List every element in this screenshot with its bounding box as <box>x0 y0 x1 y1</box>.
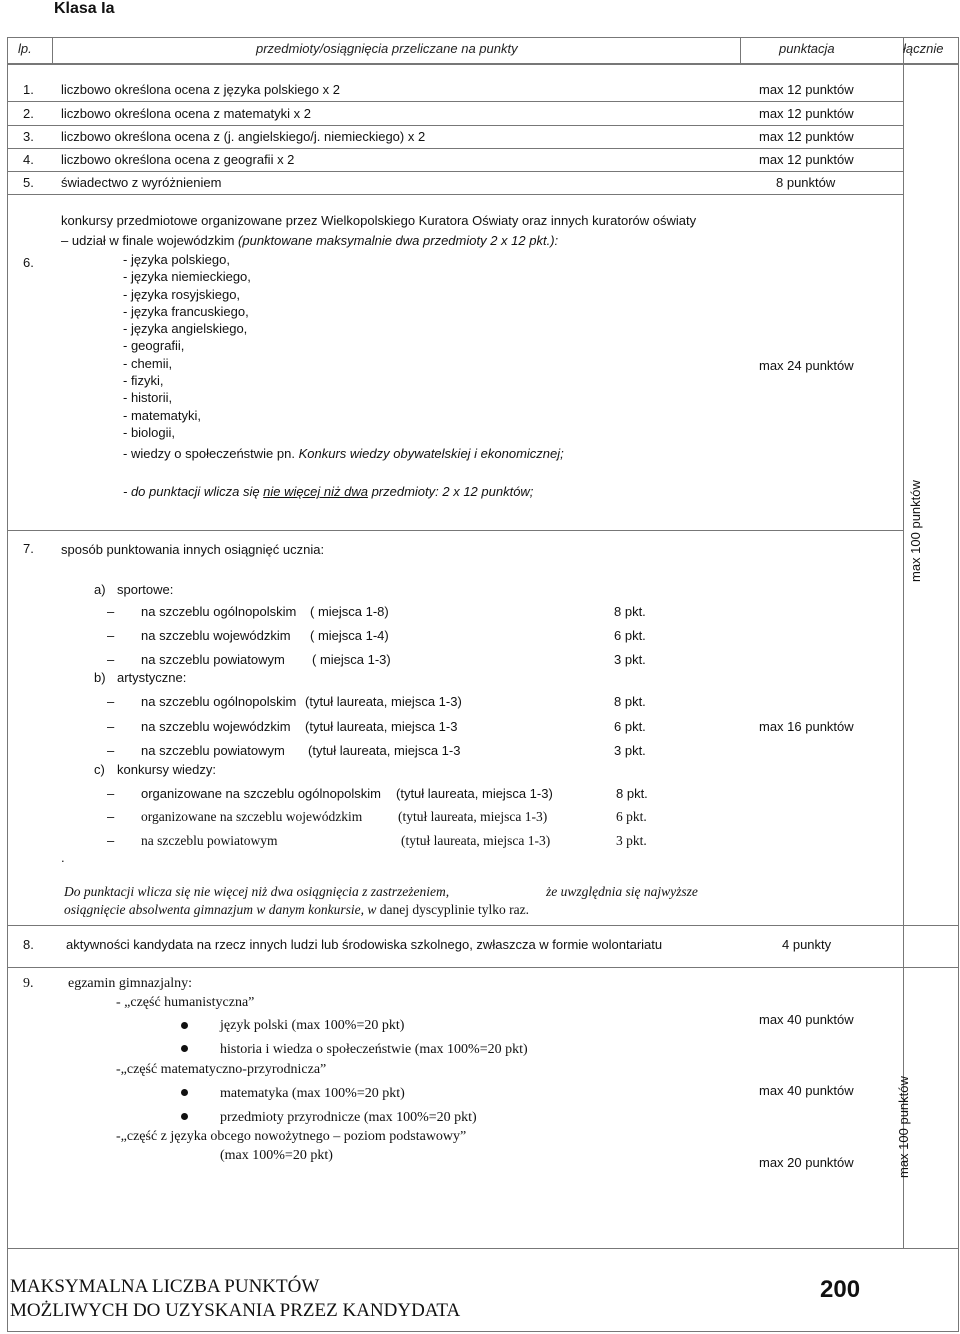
row7-c2-pts: 6 pkt. <box>616 809 647 824</box>
bullet-icon <box>181 1089 188 1096</box>
footer-max-value: 200 <box>820 1276 861 1303</box>
bullet-icon <box>181 1113 188 1120</box>
row7-c3-level: na szczeblu powiatowym <box>141 833 278 848</box>
table-row-2-text: liczbowo określona ocena z matematyki x 2 <box>61 106 312 121</box>
row7-a1-pts: 8 pkt. <box>614 604 646 619</box>
header-subjects: przedmioty/osiągnięcia przeliczane na punkty <box>256 41 518 56</box>
row9-title: egzamin gimnazjalny: <box>68 976 193 991</box>
row7-c3-pts: 3 pkt. <box>616 833 647 848</box>
list-item: - języka niemieckiego, <box>123 269 251 285</box>
dash: – <box>107 743 115 758</box>
table-row-3-num: 3. <box>23 129 34 144</box>
row9-p1-points: max 40 punktów <box>759 1012 854 1027</box>
row7-b-label: b) <box>94 670 106 685</box>
table-row-4-num: 4. <box>23 152 34 167</box>
row-line <box>7 530 903 531</box>
row9-part3b: (max 100%=20 pkt) <box>220 1148 333 1163</box>
row7-b-title: artystyczne: <box>117 670 187 685</box>
row6-note-c: przedmioty: 2 x 12 punktów; <box>367 484 534 499</box>
row8-text: aktywności kandydata na rzecz innych ludzi lub środowiska szkolnego, zwłaszcza w formie wolontariatu <box>66 937 663 952</box>
dash: – <box>107 719 115 734</box>
total-rows-1-7: max 100 punktów <box>908 480 923 582</box>
row7-c2-level: organizowane na szczeblu wojewódzkim <box>141 809 363 824</box>
list-item: - historii, <box>123 390 173 406</box>
row-line <box>7 925 959 926</box>
row6-subject-list <box>123 251 443 441</box>
row7-b3-level: na szczeblu powiatowym <box>141 743 285 758</box>
dash: – <box>107 786 115 801</box>
row6-line2-a: – udział w finale wojewódzkim <box>61 233 239 248</box>
dash: – <box>107 628 115 643</box>
row7-dot: . <box>61 850 65 865</box>
row6-line2-b: (punktowane maksymalnie dwa przedmioty 2 x 12 pkt. <box>238 233 551 248</box>
row7-intro: sposób punktowania innych osiągnięć ucznia: <box>61 542 325 557</box>
row-line <box>7 171 903 172</box>
row7-c1-pts: 8 pkt. <box>616 786 648 801</box>
table-row-1-points: max 12 punktów <box>759 82 854 97</box>
row-line <box>7 125 903 126</box>
row7-c1-place: (tytuł laureata, miejsca 1-3) <box>396 786 553 801</box>
list-item: - fizyki, <box>123 373 164 389</box>
row9-p2-points: max 40 punktów <box>759 1083 854 1098</box>
table-row-2-points: max 12 punktów <box>759 106 854 121</box>
row6-points: max 24 punktów <box>759 358 854 373</box>
row6-last-b: Konkurs wiedzy obywatelskiej i ekonomicznej; <box>298 446 564 461</box>
table-row-7-num: 7. <box>23 541 34 556</box>
table-row-5-points: 8 punktów <box>776 175 836 190</box>
bullet-icon <box>181 1022 188 1029</box>
row7-a-label: a) <box>94 582 106 597</box>
row-line <box>7 148 903 149</box>
col-line <box>740 37 741 65</box>
table-border-left <box>7 37 8 1332</box>
row7-b2-place: (tytuł laureata, miejsca 1-3 <box>305 719 458 734</box>
row7-b1-pts: 8 pkt. <box>614 694 646 709</box>
table-border-bottom <box>7 1331 959 1332</box>
table-row-1-num: 1. <box>23 82 34 97</box>
table-row-8-num: 8. <box>23 937 34 952</box>
list-item: - języka rosyjskiego, <box>123 286 241 302</box>
row9-part1: - „część humanistyczna” <box>116 995 255 1010</box>
col-line <box>903 37 904 1248</box>
dash: – <box>107 694 115 709</box>
row9-p1-item1: język polski (max 100%=20 pkt) <box>220 1018 405 1033</box>
row9-p2-item2: przedmioty przyrodnicze (max 100%=20 pkt) <box>220 1110 477 1125</box>
row7-c3-place: (tytuł laureata, miejsca 1-3) <box>401 833 551 848</box>
list-item: - chemii, <box>123 355 173 371</box>
dash: – <box>107 833 115 848</box>
row7-c1-level: organizowane na szczeblu ogólnopolskim <box>141 786 381 801</box>
row-line <box>7 1248 959 1249</box>
row9-part2: -„część matematyczno-przyrodnicza” <box>116 1062 327 1077</box>
table-row-1-text: liczbowo określona ocena z języka polskiego x 2 <box>61 82 340 97</box>
row7-a-title: sportowe: <box>117 582 174 597</box>
list-item: - biologii, <box>123 424 176 440</box>
page-title: Klasa Ia <box>54 0 115 17</box>
table-row-6-num: 6. <box>23 255 34 270</box>
table-border-right <box>958 37 959 1332</box>
header-points: punktacja <box>779 41 835 56</box>
row-line <box>7 101 903 102</box>
row7-c-label: c) <box>94 762 105 777</box>
table-row-2-num: 2. <box>23 106 34 121</box>
row6-note <box>123 484 533 499</box>
table-row-5-text: świadectwo z wyróżnieniem <box>61 175 222 190</box>
row-line <box>7 194 903 195</box>
list-item: - języka angielskiego, <box>123 321 248 337</box>
row8-points: 4 punkty <box>782 937 832 952</box>
header-lp: lp. <box>18 41 32 56</box>
total-row-9: max 100 punktów <box>896 1076 911 1178</box>
row-line <box>7 967 959 968</box>
row6-line1: konkursy przedmiotowe organizowane przez Wielkopolskiego Kuratora Oświaty oraz innych kuratorów oświaty <box>61 213 697 228</box>
header-total: łącznie <box>903 41 944 56</box>
row7-note-line2 <box>64 902 529 918</box>
row9-p2-item1: matematyka (max 100%=20 pkt) <box>220 1086 405 1101</box>
row6-line2 <box>61 233 558 248</box>
row7-b3-pts: 3 pkt. <box>614 743 646 758</box>
row7-b1-place: (tytuł laureata, miejsca 1-3) <box>305 694 462 709</box>
dash: – <box>107 604 115 619</box>
list-item: - języka polskiego, <box>123 252 230 267</box>
row6-line2-c: ): <box>550 233 559 248</box>
bullet-icon <box>181 1045 188 1052</box>
row7-a2-place: ( miejsca 1-4) <box>310 628 389 643</box>
list-item: - matematyki, <box>123 407 202 423</box>
row7-a1-level: na szczeblu ogólnopolskim <box>141 604 297 619</box>
row7-note-line2-b: danej dyscyplinie tylko raz. <box>379 902 529 917</box>
row7-note-line1b: że uwzględnia się najwyższe <box>546 884 698 899</box>
row6-note-b: nie więcej niż dwa <box>263 484 368 499</box>
row7-points: max 16 punktów <box>759 719 854 734</box>
table-row-9-num: 9. <box>23 976 34 991</box>
footer-line2: MOŻLIWYCH DO UZYSKANIA PRZEZ KANDYDATA <box>10 1300 461 1321</box>
list-item: - geografii, <box>123 338 185 354</box>
row9-p3-points: max 20 punktów <box>759 1155 854 1170</box>
row6-last-a: - wiedzy o społeczeństwie pn. <box>123 446 299 461</box>
row7-b2-level: na szczeblu wojewódzkim <box>141 719 291 734</box>
row7-b2-pts: 6 pkt. <box>614 719 646 734</box>
row6-note-a: - do punktacji wlicza się <box>123 484 264 499</box>
row7-a3-level: na szczeblu powiatowym <box>141 652 285 667</box>
list-item: - języka francuskiego, <box>123 303 249 319</box>
table-row-3-points: max 12 punktów <box>759 129 854 144</box>
table-row-3-text: liczbowo określona ocena z (j. angielskiego/j. niemieckiego) x 2 <box>61 129 426 144</box>
col-line <box>52 37 53 65</box>
table-row-4-points: max 12 punktów <box>759 152 854 167</box>
table-row-5-num: 5. <box>23 175 34 190</box>
row7-a3-pts: 3 pkt. <box>614 652 646 667</box>
row7-a2-pts: 6 pkt. <box>614 628 646 643</box>
row7-note-line1: Do punktacji wlicza się nie więcej niż dwa osiągnięcia z zastrzeżeniem, <box>64 884 450 899</box>
row7-b1-level: na szczeblu ogólnopolskim <box>141 694 297 709</box>
row7-note-line2-a: osiągnięcie absolwenta gimnazjum w danym konkursie, w <box>64 902 380 917</box>
header-bottom-line <box>7 63 959 65</box>
row7-c-title: konkursy wiedzy: <box>117 762 216 777</box>
row7-b3-place: (tytuł laureata, miejsca 1-3 <box>308 743 461 758</box>
table-row-4-text: liczbowo określona ocena z geografii x 2 <box>61 152 295 167</box>
dash: – <box>107 809 115 824</box>
row9-part3: -„część z języka obcego nowożytnego – poziom podstawowy” <box>116 1129 467 1144</box>
footer-line1: MAKSYMALNA LICZBA PUNKTÓW <box>10 1276 320 1297</box>
row9-p1-item2: historia i wiedza o społeczeństwie (max 100%=20 pkt) <box>220 1042 528 1057</box>
row7-c2-place: (tytuł laureata, miejsca 1-3) <box>398 809 548 824</box>
row7-a3-place: ( miejsca 1-3) <box>312 652 391 667</box>
dash: – <box>107 652 115 667</box>
row7-a1-place: ( miejsca 1-8) <box>310 604 389 619</box>
row6-last-item <box>123 446 564 461</box>
row7-a2-level: na szczeblu wojewódzkim <box>141 628 291 643</box>
table-border-top <box>7 37 959 38</box>
